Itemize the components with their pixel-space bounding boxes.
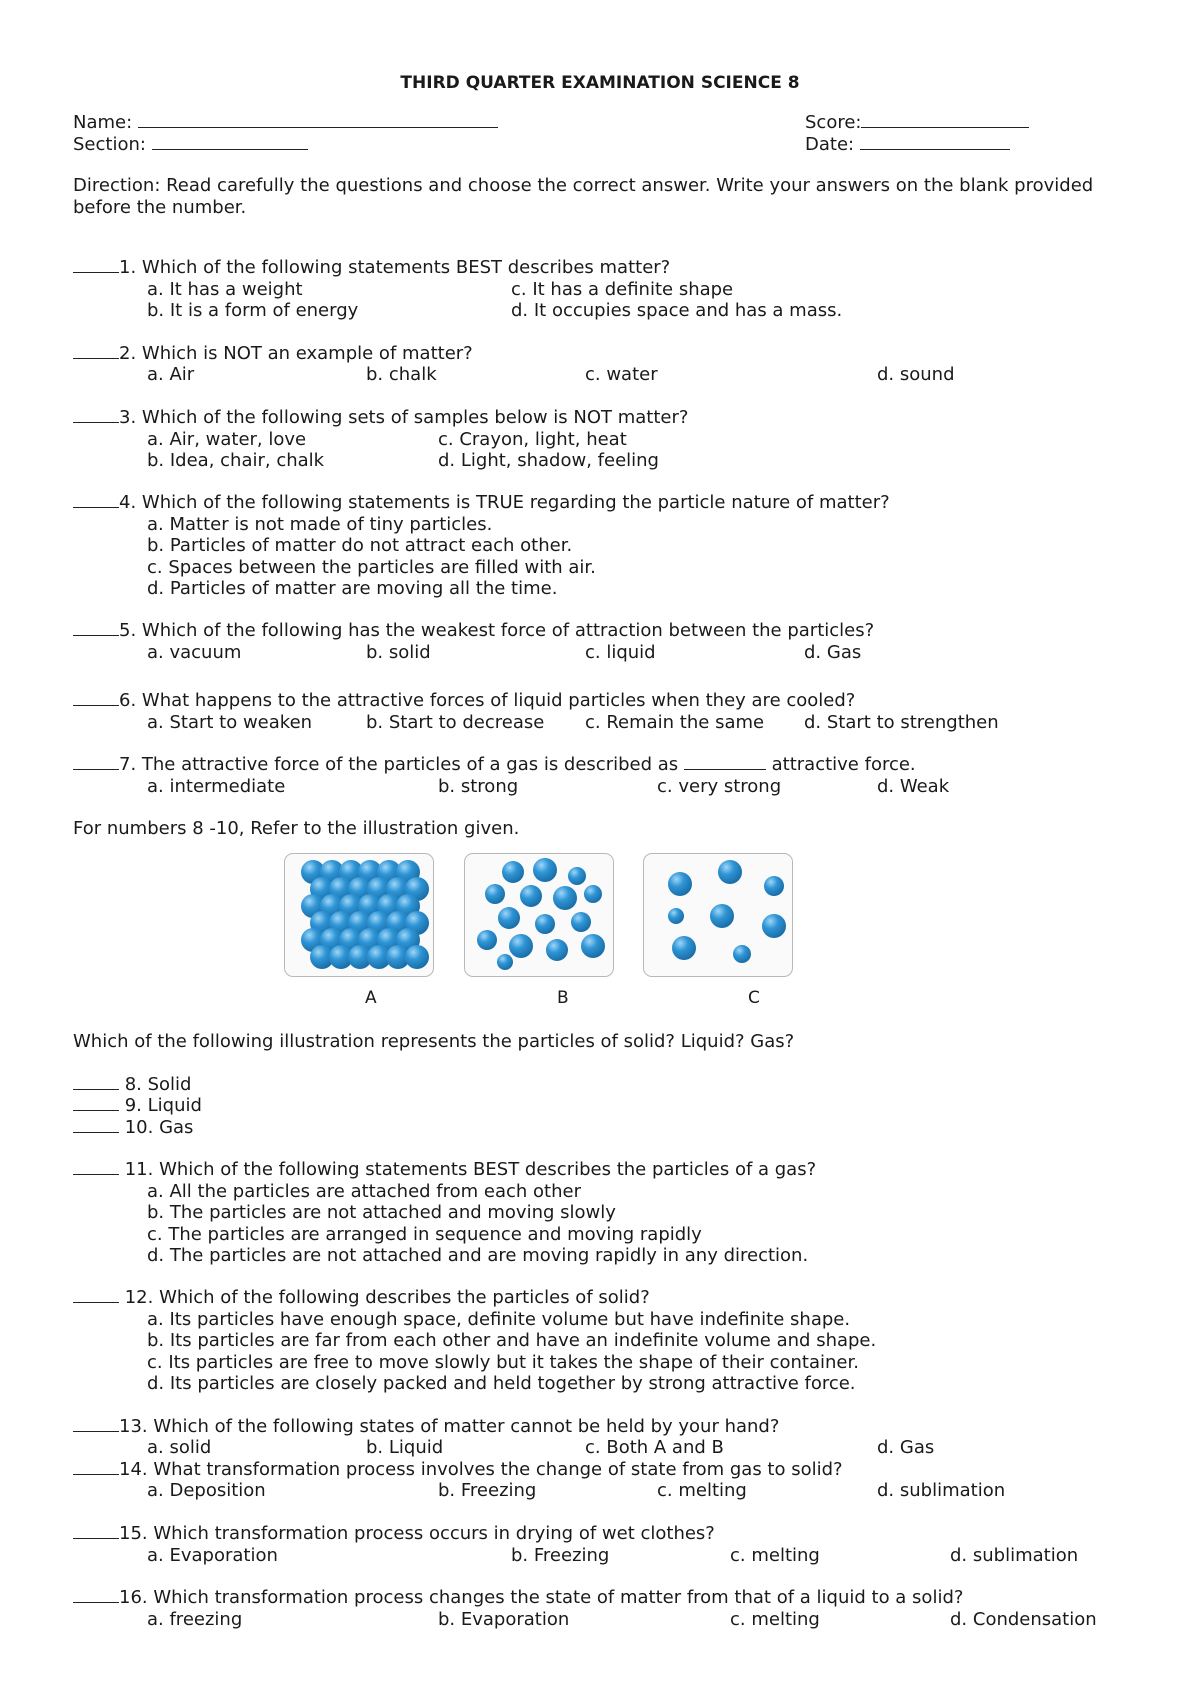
- answer-blank[interactable]: [73, 754, 119, 770]
- answer-blank[interactable]: [73, 1095, 119, 1111]
- question-stem: 2. Which is NOT an example of matter?: [119, 343, 473, 364]
- q3-option-a: a. Air, water, love: [147, 429, 307, 450]
- q14-option-b: b. Freezing: [438, 1480, 537, 1501]
- answer-blank[interactable]: [73, 1159, 119, 1175]
- q1-option-c: c. It has a definite shape: [511, 279, 734, 300]
- question-stem: 6. What happens to the attractive forces of liquid particles when they are cooled?: [119, 690, 856, 711]
- answer-blank[interactable]: [73, 1287, 119, 1303]
- name-field: [73, 111, 498, 134]
- q16-option-d: d. Condensation: [950, 1609, 1097, 1630]
- question-8: [73, 1074, 191, 1096]
- question-stem: 12. Which of the following describes the particles of solid?: [119, 1287, 650, 1308]
- particle: [502, 861, 524, 883]
- date-blank[interactable]: [860, 133, 1010, 150]
- particle: [477, 930, 497, 950]
- q15-option-c: c. melting: [730, 1545, 820, 1566]
- q14-option-d: d. sublimation: [877, 1480, 1006, 1501]
- illustration-label-c: C: [748, 988, 760, 1008]
- q6-option-c: c. Remain the same: [585, 712, 765, 733]
- answer-blank[interactable]: [73, 1459, 119, 1475]
- particle: [553, 886, 577, 910]
- answer-blank[interactable]: [73, 407, 119, 423]
- q14-option-c: c. melting: [657, 1480, 747, 1501]
- answer-blank[interactable]: [73, 492, 119, 508]
- score-label: Score:: [805, 112, 862, 133]
- q6-option-a: a. Start to weaken: [147, 712, 313, 733]
- q13-option-a: a. solid: [147, 1437, 212, 1458]
- question-stem: 13. Which of the following states of matter cannot be held by your hand?: [119, 1416, 780, 1437]
- date-field: [805, 133, 1010, 156]
- particle: [533, 858, 557, 882]
- section-field: [73, 133, 308, 156]
- particle: [718, 860, 742, 884]
- q4-option-b: b. Particles of matter do not attract each other.: [147, 535, 573, 556]
- q12-option-c: c. Its particles are free to move slowly but it takes the shape of their container.: [147, 1352, 859, 1373]
- particle-cluster-svg: [465, 854, 614, 977]
- particle: [672, 936, 696, 960]
- q4-option-d: d. Particles of matter are moving all the time.: [147, 578, 558, 599]
- question-7: [73, 754, 916, 776]
- particle: [710, 904, 734, 928]
- question-stem: 11. Which of the following statements BEST describes the particles of a gas?: [119, 1159, 817, 1180]
- question-stem: 14. What transformation process involves the change of state from gas to solid?: [119, 1459, 843, 1480]
- q13-option-c: c. Both A and B: [585, 1437, 724, 1458]
- answer-blank[interactable]: [73, 1416, 119, 1432]
- particle: [498, 907, 520, 929]
- answer-blank[interactable]: [73, 257, 119, 273]
- name-label: Name:: [73, 112, 133, 133]
- exam-title: THIRD QUARTER EXAMINATION SCIENCE 8: [400, 73, 800, 93]
- q3-option-b: b. Idea, chair, chalk: [147, 450, 325, 471]
- particle: [485, 884, 505, 904]
- particle: [509, 934, 533, 958]
- question-stem-end: attractive force.: [771, 754, 916, 775]
- question-stem: 10. Gas: [119, 1117, 194, 1138]
- question-12: [73, 1287, 650, 1309]
- q2-option-b: b. chalk: [366, 364, 437, 385]
- question-14: [73, 1459, 843, 1481]
- q13-option-d: d. Gas: [877, 1437, 935, 1458]
- particle: [405, 945, 429, 969]
- illustration-a-solid: [284, 853, 434, 977]
- q5-option-d: d. Gas: [804, 642, 862, 663]
- q2-option-a: a. Air: [147, 364, 195, 385]
- question-stem: 16. Which transformation process changes the state of matter from that of a liquid to a solid?: [119, 1587, 964, 1608]
- q14-option-a: a. Deposition: [147, 1480, 266, 1501]
- q5-option-c: c. liquid: [585, 642, 656, 663]
- q15-option-b: b. Freezing: [511, 1545, 610, 1566]
- question-10: [73, 1117, 193, 1139]
- particle: [535, 914, 555, 934]
- particle: [762, 914, 786, 938]
- question-15: [73, 1523, 715, 1545]
- question-stem: 8. Solid: [119, 1074, 192, 1095]
- q7-option-b: b. strong: [438, 776, 519, 797]
- particle: [546, 939, 568, 961]
- refer-instruction: For numbers 8 -10, Refer to the illustration given.: [73, 818, 520, 839]
- particle: [668, 872, 692, 896]
- q11-option-c: c. The particles are arranged in sequence and moving rapidly: [147, 1224, 702, 1245]
- direction-line-1: Direction: Read carefully the questions and choose the correct answer. Write your answers on the blank provided: [73, 175, 1094, 196]
- particle: [733, 945, 751, 963]
- name-blank[interactable]: [138, 111, 498, 128]
- question-3: [73, 407, 688, 429]
- q7-option-a: a. intermediate: [147, 776, 286, 797]
- particle: [571, 912, 591, 932]
- question-stem: 5. Which of the following has the weakest force of attraction between the particles?: [119, 620, 875, 641]
- answer-blank[interactable]: [73, 1074, 119, 1090]
- q4-option-c: c. Spaces between the particles are filled with air.: [147, 557, 596, 578]
- q5-option-a: a. vacuum: [147, 642, 242, 663]
- q2-option-d: d. sound: [877, 364, 955, 385]
- question-2: [73, 343, 473, 365]
- particle-grid-svg: [285, 854, 434, 977]
- question-stem: 9. Liquid: [119, 1095, 202, 1116]
- q15-option-a: a. Evaporation: [147, 1545, 278, 1566]
- answer-blank[interactable]: [73, 1587, 119, 1603]
- illustration-b-liquid: [464, 853, 614, 977]
- answer-blank[interactable]: [73, 343, 119, 359]
- particle: [764, 876, 784, 896]
- q7-option-c: c. very strong: [657, 776, 782, 797]
- q7-option-d: d. Weak: [877, 776, 950, 797]
- score-field: [805, 111, 1029, 134]
- fill-in-blank[interactable]: [684, 754, 766, 770]
- q4-option-a: a. Matter is not made of tiny particles.: [147, 514, 493, 535]
- question-6: [73, 690, 855, 712]
- question-1: [73, 257, 670, 279]
- question-stem: 4. Which of the following statements is TRUE regarding the particle nature of matter?: [119, 492, 890, 513]
- question-stem: 1. Which of the following statements BEST describes matter?: [119, 257, 671, 278]
- answer-blank[interactable]: [73, 1523, 119, 1539]
- question-stem: 15. Which transformation process occurs in drying of wet clothes?: [119, 1523, 715, 1544]
- q12-option-a: a. Its particles have enough space, definite volume but have indefinite shape.: [147, 1309, 851, 1330]
- particle: [584, 885, 602, 903]
- q6-option-b: b. Start to decrease: [366, 712, 545, 733]
- q15-option-d: d. sublimation: [950, 1545, 1079, 1566]
- q3-option-c: c. Crayon, light, heat: [438, 429, 627, 450]
- illustration-question: Which of the following illustration represents the particles of solid? Liquid? Gas?: [73, 1031, 795, 1052]
- question-13: [73, 1416, 779, 1438]
- section-label: Section:: [73, 134, 146, 155]
- q1-option-b: b. It is a form of energy: [147, 300, 359, 321]
- q12-option-d: d. Its particles are closely packed and held together by strong attractive force.: [147, 1373, 856, 1394]
- q16-option-c: c. melting: [730, 1609, 820, 1630]
- illustration-label-a: A: [365, 988, 377, 1008]
- section-blank[interactable]: [152, 133, 308, 150]
- illustration-label-b: B: [557, 988, 569, 1008]
- q11-option-a: a. All the particles are attached from each other: [147, 1181, 581, 1202]
- q12-option-b: b. Its particles are far from each other and have an indefinite volume and shape.: [147, 1330, 877, 1351]
- score-blank[interactable]: [861, 111, 1029, 128]
- particle: [497, 954, 513, 970]
- particle: [520, 885, 542, 907]
- q1-option-d: d. It occupies space and has a mass.: [511, 300, 843, 321]
- date-label: Date:: [805, 134, 855, 155]
- direction-line-2: before the number.: [73, 197, 247, 218]
- q11-option-d: d. The particles are not attached and are moving rapidly in any direction.: [147, 1245, 809, 1266]
- question-11: [73, 1159, 816, 1181]
- question-4: [73, 492, 890, 514]
- q13-option-b: b. Liquid: [366, 1437, 444, 1458]
- particle: [668, 908, 684, 924]
- particle: [568, 867, 586, 885]
- q3-option-d: d. Light, shadow, feeling: [438, 450, 659, 471]
- q16-option-a: a. freezing: [147, 1609, 243, 1630]
- q5-option-b: b. solid: [366, 642, 431, 663]
- particle-spread-svg: [644, 854, 793, 977]
- question-stem: 7. The attractive force of the particles of a gas is described as: [119, 754, 679, 775]
- question-5: [73, 620, 874, 642]
- q2-option-c: c. water: [585, 364, 658, 385]
- q6-option-d: d. Start to strengthen: [804, 712, 999, 733]
- question-9: [73, 1095, 202, 1117]
- question-stem: 3. Which of the following sets of samples below is NOT matter?: [119, 407, 689, 428]
- q11-option-b: b. The particles are not attached and moving slowly: [147, 1202, 616, 1223]
- q1-option-a: a. It has a weight: [147, 279, 303, 300]
- particle: [581, 934, 605, 958]
- question-16: [73, 1587, 963, 1609]
- illustration-c-gas: [643, 853, 793, 977]
- answer-blank[interactable]: [73, 1117, 119, 1133]
- q16-option-b: b. Evaporation: [438, 1609, 570, 1630]
- answer-blank[interactable]: [73, 620, 119, 636]
- answer-blank[interactable]: [73, 690, 119, 706]
